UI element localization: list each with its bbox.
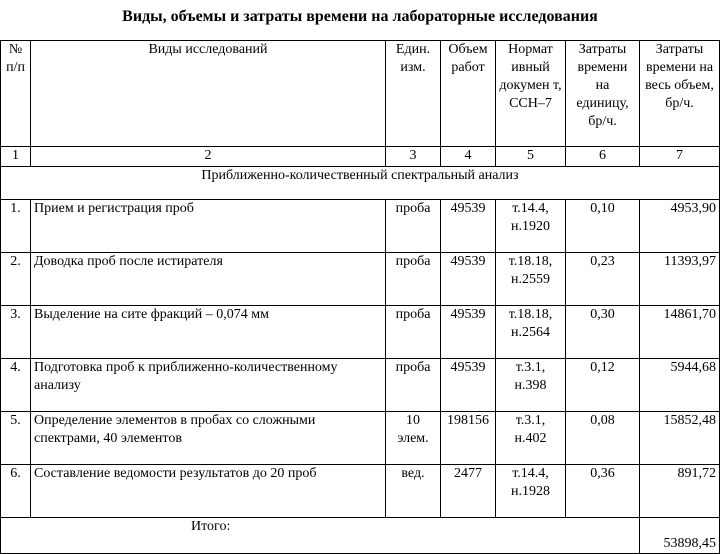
total-row: [1, 518, 720, 554]
row-total: 14861,70: [640, 306, 720, 359]
table-row: [1, 412, 720, 465]
row-total: 4953,90: [640, 200, 720, 253]
row-volume: 49539: [441, 359, 496, 412]
row-name: Составление ведомости результатов до 20 проб: [31, 465, 386, 518]
total-value: 53898,45: [640, 518, 720, 554]
row-total: 15852,48: [640, 412, 720, 465]
header-type: Виды исследований: [31, 41, 386, 147]
row-per-unit: 0,30: [566, 306, 640, 359]
header-num: № п/п: [1, 41, 31, 147]
row-number: 2.: [1, 253, 31, 306]
row-total: 11393,97: [640, 253, 720, 306]
row-unit: проба: [386, 359, 441, 412]
col-number: 2: [31, 147, 386, 167]
row-per-unit: 0,36: [566, 465, 640, 518]
col-number: 1: [1, 147, 31, 167]
row-number: 3.: [1, 306, 31, 359]
table-row: [1, 359, 720, 412]
col-number: 7: [640, 147, 720, 167]
table-row: [1, 253, 720, 306]
header-norm: Нормат ивный докумен т, ССН–7: [496, 41, 566, 147]
row-unit: проба: [386, 306, 441, 359]
row-norm: т.18.18, н.2559: [496, 253, 566, 306]
row-name: Подготовка проб к приближенно-количественному анализу: [31, 359, 386, 412]
row-total: 5944,68: [640, 359, 720, 412]
row-norm: т.14.4, н.1928: [496, 465, 566, 518]
header-row: [1, 41, 720, 147]
header-time-unit: Затраты времени на единицу, бр/ч.: [566, 41, 640, 147]
row-volume: 49539: [441, 253, 496, 306]
row-per-unit: 0,23: [566, 253, 640, 306]
row-unit: вед.: [386, 465, 441, 518]
section-title: Приближенно-количественный спектральный анализ: [1, 167, 720, 200]
row-per-unit: 0,12: [566, 359, 640, 412]
row-number: 1.: [1, 200, 31, 253]
section-row: [1, 167, 720, 200]
row-volume: 49539: [441, 200, 496, 253]
row-volume: 49539: [441, 306, 496, 359]
row-name: Определение элементов в пробах со сложными спектрами, 40 элементов: [31, 412, 386, 465]
row-norm: т.18.18, н.2564: [496, 306, 566, 359]
total-label: Итого:: [1, 518, 640, 554]
header-volume: Объем работ: [441, 41, 496, 147]
row-per-unit: 0,10: [566, 200, 640, 253]
column-number-row: [1, 147, 720, 167]
row-number: 6.: [1, 465, 31, 518]
row-norm: т.3.1, н.402: [496, 412, 566, 465]
table-row: [1, 465, 720, 518]
col-number: 3: [386, 147, 441, 167]
table-row: [1, 306, 720, 359]
col-number: 5: [496, 147, 566, 167]
row-number: 4.: [1, 359, 31, 412]
row-unit: проба: [386, 200, 441, 253]
row-number: 5.: [1, 412, 31, 465]
row-norm: т.3.1, н.398: [496, 359, 566, 412]
row-name: Прием и регистрация проб: [31, 200, 386, 253]
row-volume: 2477: [441, 465, 496, 518]
row-name: Выделение на сите фракций – 0,074 мм: [31, 306, 386, 359]
row-per-unit: 0,08: [566, 412, 640, 465]
header-time-total: Затраты времени на весь объем, бр/ч.: [640, 41, 720, 147]
row-norm: т.14.4, н.1920: [496, 200, 566, 253]
table-row: [1, 200, 720, 253]
row-unit: проба: [386, 253, 441, 306]
row-name: Доводка проб после истирателя: [31, 253, 386, 306]
col-number: 6: [566, 147, 640, 167]
row-total: 891,72: [640, 465, 720, 518]
header-unit: Един. изм.: [386, 41, 441, 147]
lab-research-table: [0, 40, 720, 554]
document-title: Виды, объемы и затраты времени на лабораторные исследования: [122, 8, 598, 25]
col-number: 4: [441, 147, 496, 167]
row-volume: 198156: [441, 412, 496, 465]
row-unit: 10 элем.: [386, 412, 441, 465]
